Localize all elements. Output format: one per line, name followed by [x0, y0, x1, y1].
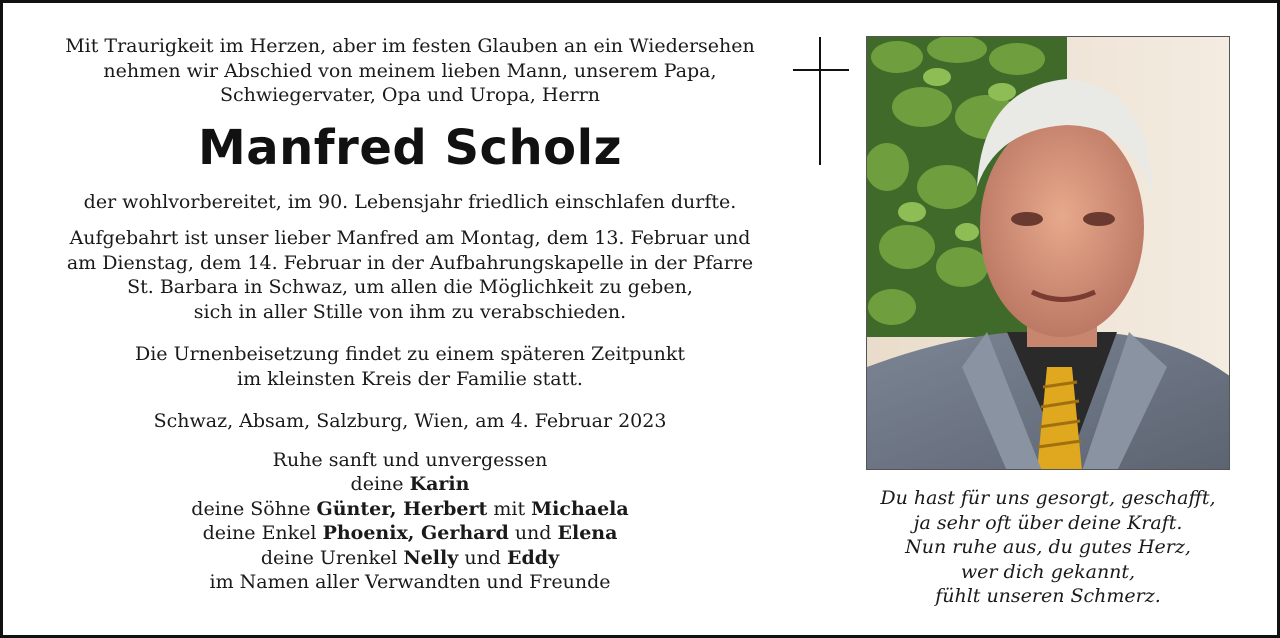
- poem-text: Du hast für uns gesorgt, geschafft, ja sehr oft über deine Kraft. Nun ruhe aus, du gutes Herz, wer dich gekannt, fühlt unseren Schmerz.: [880, 487, 1216, 607]
- mourner-great-grandchildren: deine Urenkel Nelly und Eddy: [260, 546, 560, 569]
- mourners-list: [40, 472, 780, 595]
- mourner-grandchildren: deine Enkel Phoenix, Gerhard und Elena: [202, 522, 618, 544]
- intro-text: Mit Traurigkeit im Herzen, aber im festen Glauben an ein Wiedersehen nehmen wir Abschied von meinem lieben Mann, unserem Papa, Schwiegervater, Opa und Uropa, Herrn: [65, 35, 755, 106]
- subtitle-text: der wohlvorbereitet, im 90. Lebensjahr friedlich einschlafen durfte.: [83, 190, 737, 213]
- viewing-text: Aufgebahrt ist unser lieber Manfred am Montag, dem 13. Februar und am Dienstag, dem 14. Februar in der Aufbahrungskapelle in der Pfarre St. Barbara in Schwaz, um allen die Möglichkeit zu geben, sich in aller Stille von ihm zu verabschieden.: [66, 227, 754, 323]
- cross-icon: [793, 37, 849, 165]
- place-date-text: Schwaz, Absam, Salzburg, Wien, am 4. Februar 2023: [153, 410, 667, 432]
- burial-text: Die Urnenbeisetzung findet zu einem späteren Zeitpunkt im kleinsten Kreis der Familie statt.: [134, 343, 685, 390]
- mourner-relatives: im Namen aller Verwandten und Freunde: [209, 571, 611, 593]
- mourner-wife: deine Karin: [350, 473, 470, 495]
- portrait-photo: [866, 36, 1230, 470]
- obituary-text-column: [40, 34, 780, 595]
- farewell-text: Ruhe sanft und unvergessen: [272, 448, 548, 471]
- deceased-name: Manfred Scholz: [197, 119, 623, 176]
- mourner-sons: deine Söhne Günter, Herbert mit Michaela: [191, 497, 629, 520]
